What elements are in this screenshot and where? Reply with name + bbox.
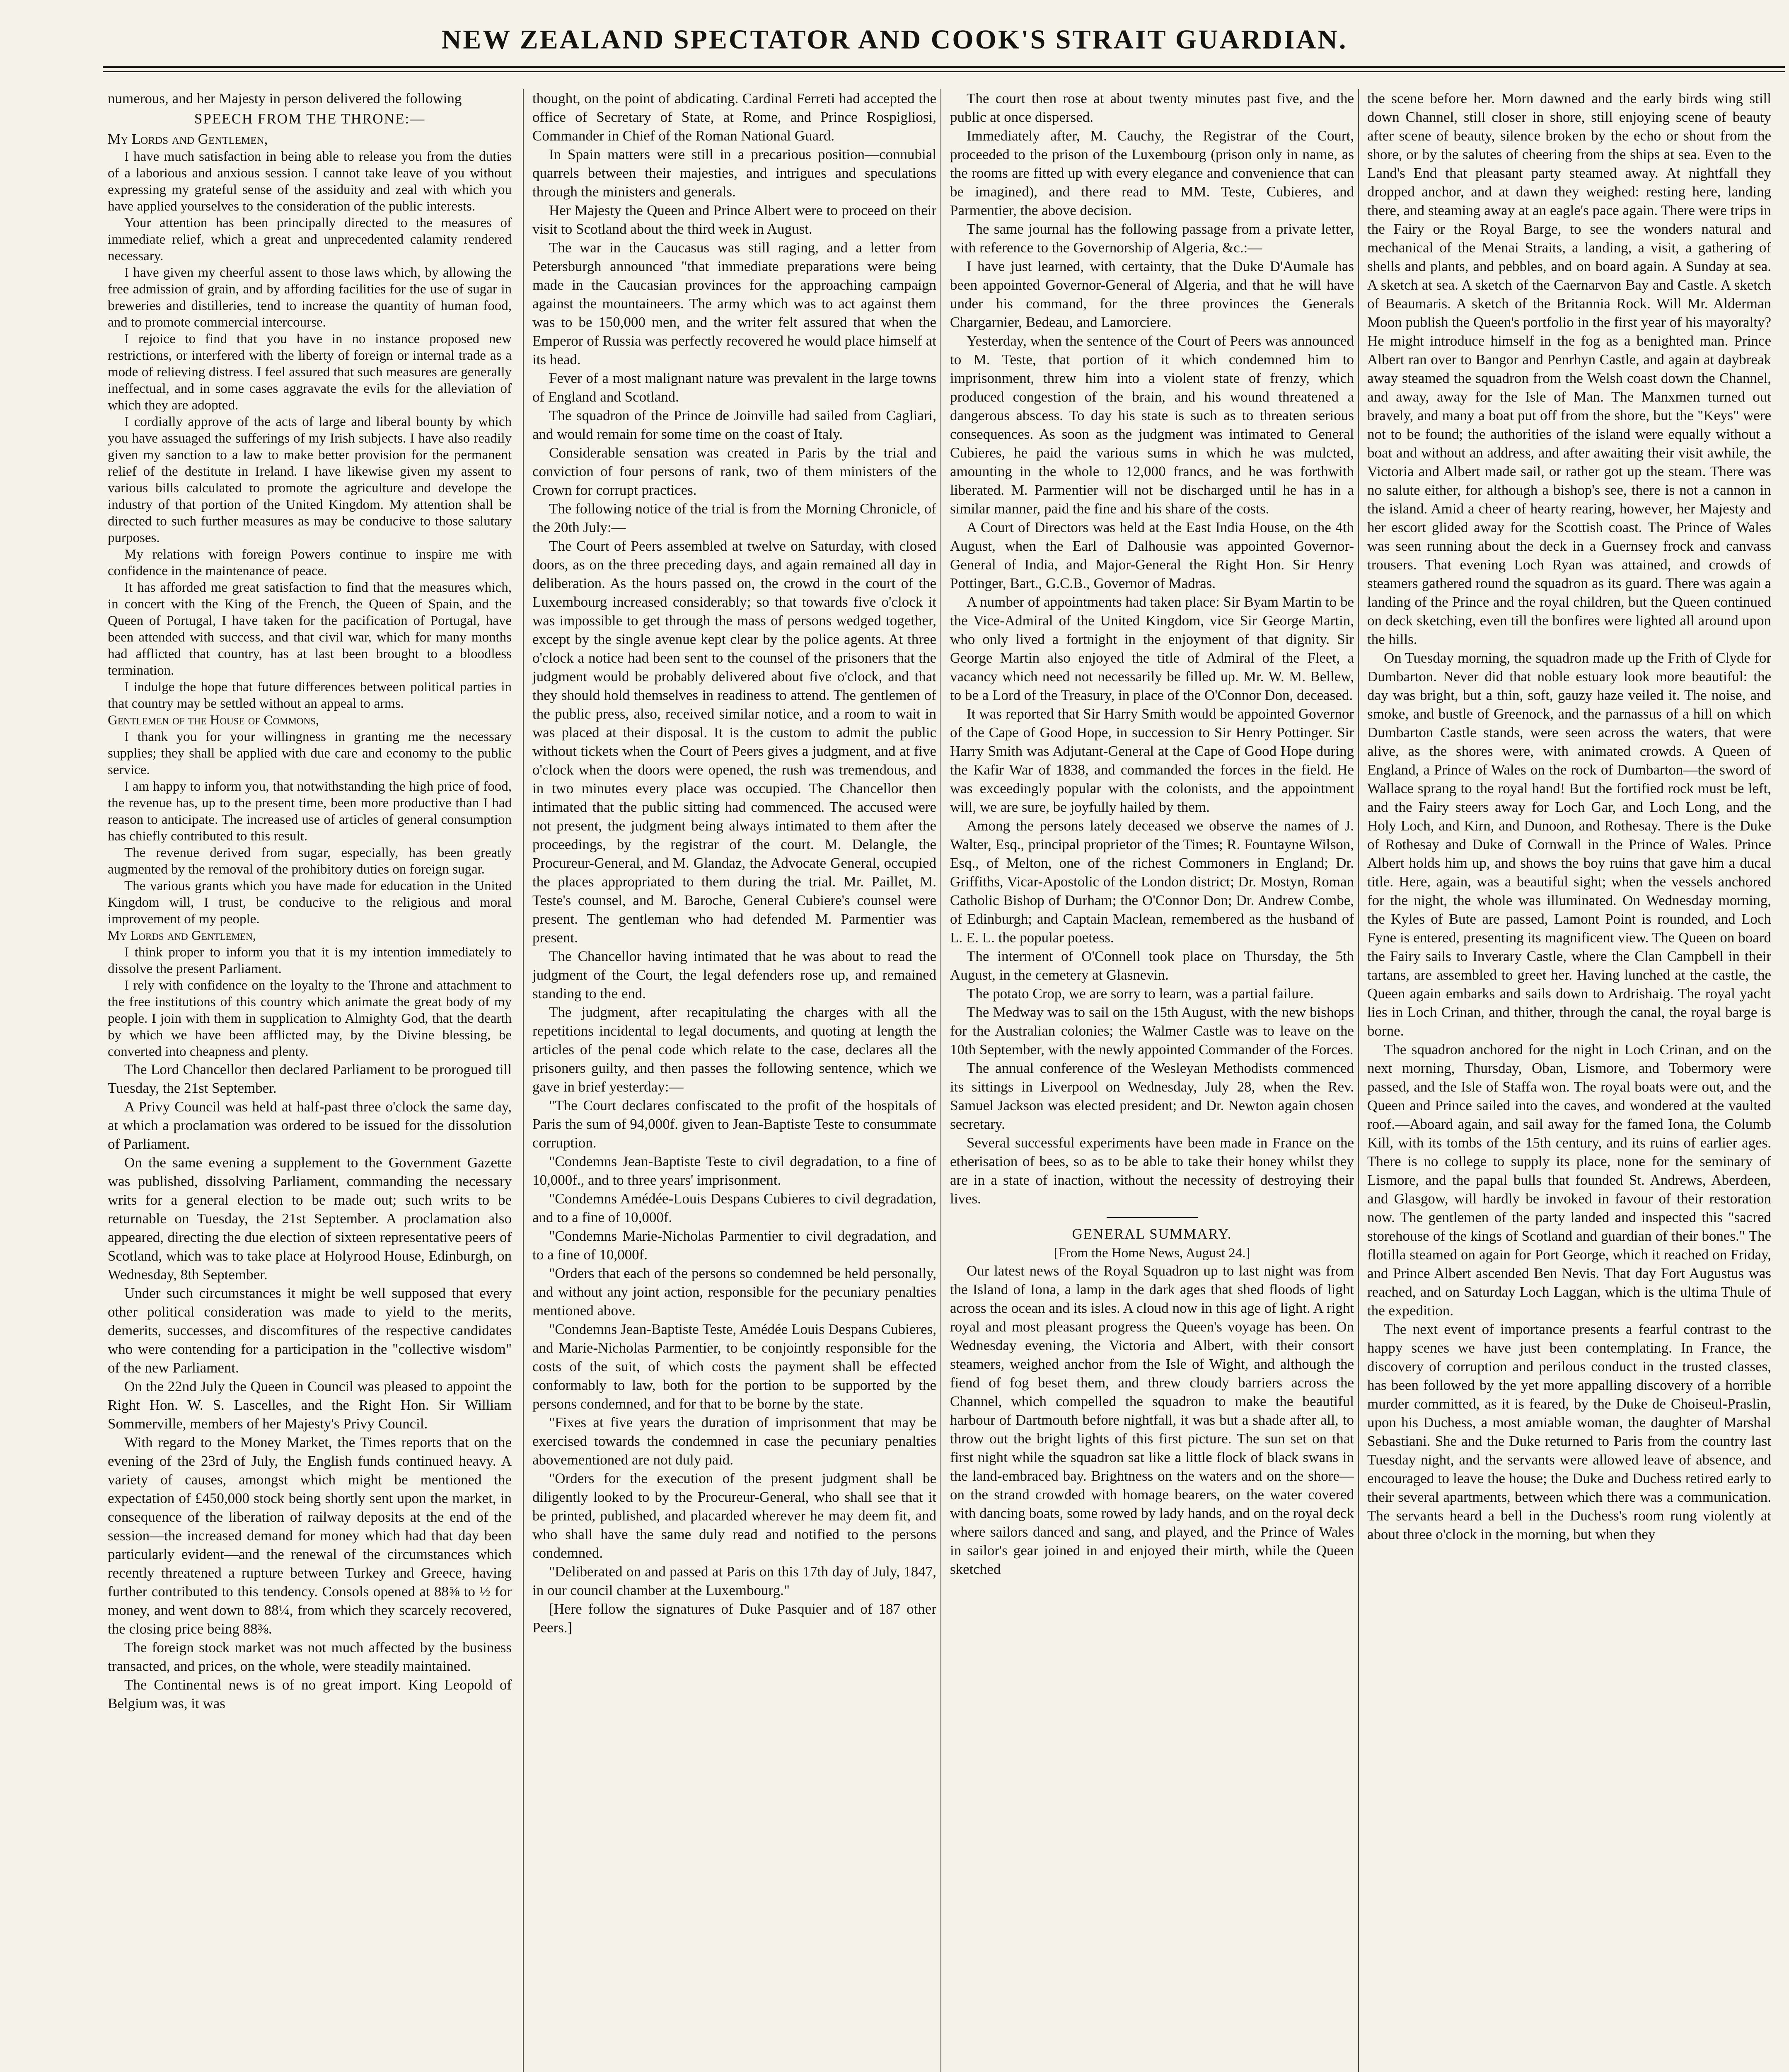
section-heading: GENERAL SUMMARY. [1072, 1226, 1232, 1242]
masthead-rule-thin [103, 71, 1785, 72]
column-divider [523, 89, 524, 2072]
paragraph: I thank you for your willingness in granting me the necessary supplies; they shall be applied with due care and economy to the public service. [108, 729, 512, 777]
column-3 [950, 89, 1354, 2072]
paragraph: I have just learned, with certainty, that the Duke D'Aumale has been appointed Governor-General of Algeria, and that he will have under his command, for the three provinces the Generals Chargarnier, Bedeau, and Lamorciere. [950, 258, 1354, 330]
paragraph: On the same evening a supplement to the Government Gazette was published, dissolving Parliament, commanding the necessary writs for a general election to be made out; such writs to be returnable on Tuesday, the 21st September. A proclamation also appeared, directing the due election of sixteen representative peers of Scotland, which was to take place at Holyrood House, Edinburgh, on Wednesday, 8th September. [108, 1155, 512, 1283]
paragraph: My relations with foreign Powers continue to inspire me with confidence in the maintenance of peace. [108, 547, 512, 579]
paragraph: The Continental news is of no great import. King Leopold of Belgium was, it was [108, 1677, 512, 1711]
paragraph: Under such circumstances it might be well supposed that every other political consideration was made to yield to the merits, demerits, successes, and discomfitures of the respective candidates who were contending for a participation in the "collective wisdom" of the new Parliament. [108, 1285, 512, 1376]
paragraph: The annual conference of the Wesleyan Methodists commenced its sittings in Liverpool on Wednesday, July 28, when the Rev. Samuel Jackson was elected president; and Dr. Newton again chosen secretary. [950, 1060, 1354, 1132]
paragraph: "Orders that each of the persons so condemned be held personally, and without any joint action, responsible for the pecuniary penalties mentioned above. [532, 1265, 936, 1319]
paragraph: Immediately after, M. Cauchy, the Registrar of the Court, proceeded to the prison of the Luxembourg (prison only in name, as the rooms are fitted up with every elegance and convenience that can be imagined), and there read to MM. Teste, Cubieres, and Parmentier, the above decision. [950, 128, 1354, 218]
paragraph: Our latest news of the Royal Squadron up to last night was from the Island of Iona, a lamp in the dark ages that shed floods of light across the ocean and its isles. A cloud now in this age of light. A right royal and most pleasant progress the Queen's voyage has been. On Wednesday evening, the Victoria and Albert, with their consort steamers, weighed anchor from the Isle of Wight, and although the fiend of fog beset them, and threw cloudy barriers across the Channel, which compelled the squadron to make the beautiful harbour of Dartmouth before nightfall, it was but a shade after all, to throw out the bright lights of this first picture. The sun set on that first night while the squadron sat like a little flock of black swans in the land-embraced bay. Brightness on the waters and on the shore—on the strand crowded with homage bearers, on the water covered with dancing boats, some rowed by lady hands, and on the royal deck where sailors danced and sang, and played, and the Prince of Wales in sailor's gear joined in and enjoyed their mirth, while the Queen sketched [950, 1263, 1354, 1577]
paragraph: On Tuesday morning, the squadron made up the Frith of Clyde for Dumbarton. Never did that noble estuary look more beautiful: the day was bright, but a thin, soft, gauzy haze veiled it. The noise, and smoke, and bustle of Greenock, and the parnassus of a hill on which Dumbarton Castle stands, were seen across the waters, that were alive, as the shores were, with animated crowds. A Queen of England, a Prince of Wales on the rock of Dumbarton—the sword of Wallace sprang to the royal hand! But the fortified rock must be left, and the Fairy steers away for Loch Gar, and Loch Long, and the Holy Loch, and Kirn, and Dunoon, and Rothesay. There is the Duke of Rothesay and Duke of Cornwall in the Prince of Wales. Prince Albert holds him up, and shows the boy ruins that gave him a ducal title. Here, again, was a beautiful sight; when the vessels anchored for the night, the whole was illuminated. On Wednesday morning, the Kyles of Bute are passed, Lamont Point is rounded, and Loch Fyne is entered, presenting its magnificent view. The Queen on board the Fairy sails to Inverary Castle, where the Clan Campbell in their tartans, are assembled to greet her. Having lunched at the castle, the Queen again embarks and sails down to Ardrishaig. The royal yacht lies in Loch Crinan, and thither, through the canal, the royal barge is borne. [1367, 650, 1771, 1039]
paragraph: The court then rose at about twenty minutes past five, and the public at once dispersed. [950, 90, 1354, 125]
paragraph: I rejoice to find that you have in no instance proposed new restrictions, or interfered with the liberty of foreign or internal trade as a mode of relieving distress. I feel assured that such measures are generally ineffectual, and in some cases aggravate the evils for the alleviation of which they are adopted. [108, 332, 512, 413]
paragraph: "The Court declares confiscated to the profit of the hospitals of Paris the sum of 94,000f. given to Jean-Baptiste Teste to consummate corruption. [532, 1097, 936, 1151]
paragraph: The Lord Chancellor then declared Parliament to be prorogued till Tuesday, the 21st September. [108, 1061, 512, 1096]
paragraph: I have given my cheerful assent to those laws which, by allowing the free admission of grain, and by affording facilities for the use of sugar in breweries and distilleries, tend to increase the quantity of human food, and to promote commercial intercourse. [108, 265, 512, 330]
column-2 [532, 89, 936, 2072]
paragraph: The Court of Peers assembled at twelve on Saturday, with closed doors, as on the three preceding days, and again remained all day in deliberation. As the hours passed on, the crowd in the court of the Luxembourg increased considerably; so that towards five o'clock it was impossible to get through the mass of persons wedged together, except by the single avenue kept clear by the police agents. At three o'clock a notice had been sent to the counsel of the prisoners that the judgment would be probably delivered about five o'clock, and that they should hold themselves in readiness to attend. The gentlemen of the public press, also, received similar notice, and a room to wait in was placed at their disposal. It is the custom to admit the public without tickets when the Court of Peers gives a judgment, and at five o'clock when the doors were opened, the rush was tremendous, and in two minutes every place was occupied. The Chancellor then intimated that the public sitting had commenced. The accused were not present, the judgment being always intimated to them after the proceedings, by the registrar of the court. M. Delangle, the Procureur-General, and M. Glandaz, the Advocate General, occupied the places appropriated to them during the trial. Mr. Paillet, M. Teste's counsel, and M. Baroche, General Cubiere's counsel were present. The gentleman who had defended M. Parmentier was present. [532, 538, 936, 946]
paragraph: On the 22nd July the Queen in Council was pleased to appoint the Right Hon. W. S. Lascelles, and the Right Hon. Sir William Sommerville, members of her Majesty's Privy Council. [108, 1378, 512, 1432]
paragraph: Yesterday, when the sentence of the Court of Peers was announced to M. Teste, that portion of it which condemned him to imprisonment, threw him into a violent state of frenzy, which produced congestion of the brain, and his wound threatened a dangerous abscess. To day his state is such as to threaten serious consequences. As soon as the judgment was intimated to General Cubieres, he paid the various sums in which he was mulcted, amounting in the whole to 12,000 francs, and he was forthwith liberated. M. Parmentier will not be discharged until he has in a similar manner, paid the fine and his share of the costs. [950, 333, 1354, 517]
paragraph: The same journal has the following passage from a private letter, with reference to the Governorship of Algeria, &c.:— [950, 221, 1354, 256]
paragraph: "Deliberated on and passed at Paris on this 17th day of July, 1847, in our council chamber at the Luxembourg." [532, 1564, 936, 1598]
paragraph: The various grants which you have made for education in the United Kingdom will, I trust, be conducive to the religious and moral improvement of my people. [108, 879, 512, 927]
paragraph: "Fixes at five years the duration of imprisonment that may be exercised towards the condemned in case the pecuniary penalties abovementioned are not duly paid. [532, 1414, 936, 1468]
paragraph: The foreign stock market was not much affected by the business transacted, and prices, on the whole, were steadily maintained. [108, 1639, 512, 1674]
paragraph: A number of appointments had taken place: Sir Byam Martin to be the Vice-Admiral of the United Kingdom, vice Sir George Martin, who only lived a fortnight in the enjoyment of that dignity. Sir George Martin also enjoyed the title of Admiral of the Fleet, a vacancy which need not necessarily be filled up. Mr. W. M. Bellew, to be a Lord of the Treasury, in place of the O'Connor Don, deceased. [950, 594, 1354, 703]
paragraph: The interment of O'Connell took place on Thursday, the 5th August, in the cemetery at Glasnevin. [950, 948, 1354, 983]
source-line: [From the Home News, August 24.] [1054, 1246, 1250, 1261]
column-1 [108, 89, 512, 2072]
paragraph: It was reported that Sir Harry Smith would be appointed Governor of the Cape of Good Hope, in succession to Sir Henry Pottinger. Sir Harry Smith was Adjutant-General at the Cape of Good Hope during the Kafir War of 1838, and commanded the forces in the field. He was exceedingly popular with the colonists, and the appointment will, we are sure, be joyfully hailed by them. [950, 706, 1354, 815]
address: Gentlemen of the House of Commons, [108, 713, 319, 728]
address: My Lords and Gentlemen, [108, 928, 256, 943]
paragraph: "Condemns Jean-Baptiste Teste to civil degradation, to a fine of 10,000f., and to three years' imprisonment. [532, 1153, 936, 1188]
paragraph: The judgment, after recapitulating the charges with all the repetitions incidental to legal documents, and quoting at length the articles of the penal code which relate to the case, declares all the prisoners guilty, and then passes the following sentence, which we gave in brief yesterday:— [532, 1004, 936, 1095]
masthead-rule [103, 66, 1785, 68]
paragraph: "Condemns Marie-Nicholas Parmentier to civil degradation, and to a fine of 10,000f. [532, 1228, 936, 1263]
paragraph: In Spain matters were still in a precarious position—connubial quarrels between their majesties, and intrigues and speculations through the ministers and generals. [532, 146, 936, 200]
paragraph: thought, on the point of abdicating. Cardinal Ferreti had accepted the office of Secretary of State, at Rome, and Prince Rospigliosi, Commander in Chief of the Roman National Guard. [532, 90, 936, 144]
paragraph: I am happy to inform you, that notwithstanding the high price of food, the revenue has, up to the present time, been more productive than I had reason to anticipate. The increased use of articles of general consumption has chiefly contributed to this result. [108, 779, 512, 844]
paragraph: The war in the Caucasus was still raging, and a letter from Petersburgh announced "that immediate preparations were being made in the Caucasian provinces for the approaching campaign against the mountaineers. The army which was to act against them was to be 150,000 men, and the writer felt assured that when the Emperor of Russia was perfectly recovered he would place himself at its head. [532, 240, 936, 368]
paragraph: I cordially approve of the acts of large and liberal bounty by which you have assuaged the sufferings of my Irish subjects. I have also readily given my sanction to a law to make better provision for the permanent relief of the destitute in Ireland. I have likewise given my assent to various bills calculated to promote the agriculture and develope the industry of that portion of the United Kingdom. My attention shall be directed to such further measures as may be conducive to those salutary purposes. [108, 414, 512, 545]
section-rule [1107, 1217, 1198, 1218]
masthead-title: NEW ZEALAND SPECTATOR AND COOK'S STRAIT GUARDIAN. [441, 24, 1348, 55]
address: My Lords and Gentlemen, [108, 131, 268, 147]
paragraph: The revenue derived from sugar, especially, has been greatly augmented by the removal of the prohibitory duties on foreign sugar. [108, 845, 512, 877]
paragraph: I indulge the hope that future differences between political parties in that country may be settled without an appeal to arms. [108, 680, 512, 711]
paragraph: A Court of Directors was held at the East India House, on the 4th August, when the Earl of Dalhousie was appointed Governor-General of India, and Major-General the Right Hon. Sir Henry Pottinger, Bart., G.C.B., Governor of Madras. [950, 519, 1354, 591]
paragraph: The Chancellor having intimated that he was about to read the judgment of the Court, the legal defenders rose up, and remained standing to the end. [532, 948, 936, 1002]
paragraph: the scene before her. Morn dawned and the early birds wing still down Channel, still closer in shore, still enjoying scene of beauty after scene of beauty, silence broken by the echo or shout from the shore, or by the salutes of cheering from the ships at sea. Even to the Land's End that pleasant party steamed away. At nightfall they dropped anchor, and at dawn they weighed: resting here, landing there, and steaming away at an eagle's pace again. There were trips in the Fairy or the Royal Barge, to see the wonders natural and mechanical of the Menai Straits, a landing, a visit, a gathering of shells and plants, and pebbles, and on board again. A Sunday at sea. A sketch at sea. A sketch of the Caernarvon Bay and Castle. A sketch of Beaumaris. A sketch of the Britannia Rock. Will Mr. Alderman Moon publish the Queen's portfolio in the first year of his mayoralty? He might introduce himself in the fog as a benighted man. Prince Albert ran over to Bangor and Penrhyn Castle, and again at daybreak away steamed the squadron from the Welsh coast down the Channel, and away, away for the Isle of Man. The Manxmen turned out bravely, and many a boat put off from the shore, but the "Keys" were not to be found; the authorities of the island were equally without a boat and without an address, and after awaiting their visit awhile, the Victoria and Albert made sail, or rather got up the steam. There was no salute either, for although a bishop's see, there is not a cannon in the island. Amid a cheer of hearty rearing, however, her Majesty and her escort glided away for the Scottish coast. The Prince of Wales was seen running about the deck in a Guernsey frock and canvass trousers. That evening Loch Ryan was attained, and crowds of steamers gathered round the squadron as its guard. There was again a landing of the Prince and the royal children, but the Queen continued on deck sketching, even till the bonfires were lighted all around upon the hills. [1367, 90, 1771, 647]
paragraph: "Condemns Amédée-Louis Despans Cubieres to civil degradation, and to a fine of 10,000f. [532, 1191, 936, 1225]
paragraph: The Medway was to sail on the 15th August, with the new bishops for the Australian colonies; the Walmer Castle was to leave on the 10th September, with the newly appointed Commander of the Forces. [950, 1004, 1354, 1058]
paragraph: Considerable sensation was created in Paris by the trial and conviction of four persons of rank, two of them ministers of the Crown for corrupt practices. [532, 445, 936, 498]
paragraph: The potato Crop, we are sorry to learn, was a partial failure. [967, 985, 1314, 1002]
speech-heading: SPEECH FROM THE THRONE:— [194, 111, 425, 127]
paragraph: Her Majesty the Queen and Prince Albert were to proceed on their visit to Scotland about the third week in August. [532, 202, 936, 237]
paragraph: I think proper to inform you that it is my intention immediately to dissolve the present Parliament. [108, 945, 512, 976]
paragraph: Your attention has been principally directed to the measures of immediate relief, which a great and unprecedented calamity rendered necessary. [108, 215, 512, 264]
paragraph: A Privy Council was held at half-past three o'clock the same day, at which a proclamation was ordered to be issued for the dissolution of Parliament. [108, 1099, 512, 1152]
paragraph: The next event of importance presents a fearful contrast to the happy scenes we have just been contemplating. In France, the discovery of corruption and perilous conduct in the trusted classes, has been followed by the yet more appalling discovery of a horrible murder committed, as it is feared, by the Duke de Choiseul-Praslin, upon his Duchess, a most amiable woman, the daughter of Marshal Sebastiani. She and the Duke returned to Paris from the country last Tuesday night, and the servants were allowed leave of absence, and encouraged to leave the house; the Duke and Duchess retired early to their several apartments, between which there was a communication. The servants heard a bell in the Duchess's room rung violently at about three o'clock in the morning, but when they [1367, 1321, 1771, 1542]
column-4 [1367, 89, 1771, 2072]
column-divider [1358, 89, 1359, 2072]
paragraph: Several successful experiments have been made in France on the etherisation of bees, so as to be able to take their honey whilst they are in a state of inaction, without the necessity of destroying their lives. [950, 1135, 1354, 1207]
column-divider [940, 89, 941, 2072]
paragraph: The following notice of the trial is from the Morning Chronicle, of the 20th July:— [532, 501, 936, 535]
paragraph: It has afforded me great satisfaction to find that the measures which, in concert with the King of the French, the Queen of Spain, and the Queen of Portugal, I have taken for the pacification of Portugal, have been attended with success, and that civil war, which for many months had afflicted that country, has at last been brought to a bloodless termination. [108, 580, 512, 678]
paragraph: Fever of a most malignant nature was prevalent in the large towns of England and Scotland. [532, 370, 936, 405]
paragraph: numerous, and her Majesty in person delivered the following [108, 90, 462, 107]
paragraph: "Orders for the execution of the present judgment shall be diligently looked to by the Procureur-General, who shall see that it be printed, published, and placarded wherever he may deem fit, and who shall have the same duly read and notified to the persons condemned. [532, 1470, 936, 1561]
paragraph: The squadron of the Prince de Joinville had sailed from Cagliari, and would remain for some time on the coast of Italy. [532, 407, 936, 442]
paragraph: "Condemns Jean-Baptiste Teste, Amédée Louis Despans Cubieres, and Marie-Nicholas Parmentier, to be conjointly responsible for the costs of the suit, of which costs the payment shall be effected conformably to law, both for the portion to be supported by the persons condemned, and for that to be borne by the state. [532, 1321, 936, 1412]
paragraph: I have much satisfaction in being able to release you from the duties of a laborious and anxious session. I cannot take leave of you without expressing my grateful sense of the assiduity and zeal with which you have applied yourselves to the consideration of the public interests. [108, 149, 512, 214]
paragraph: I rely with confidence on the loyalty to the Throne and attachment to the free institutions of this country which animate the great body of my people. I join with them in supplication to Almighty God, that the dearth by which we have been afflicted may, by the Divine blessing, be converted into cheapness and plenty. [108, 978, 512, 1059]
paragraph: The squadron anchored for the night in Loch Crinan, and on the next morning, Thursday, Oban, Lismore, and Tobermory were passed, and the Isle of Staffa won. The royal boats were out, and the Queen and Prince sailed into the caves, and wondered at the vaulted roof.—Aboard again, and sail away for the famed Iona, the Columb Kill, with its tombs of the 15th century, and its ruins of earlier ages. There is no college to supply its place, none for the seminary of Lismore, and the papal bulls that founded St. Andrews, Aberdeen, and Glasgow, will hardly be invoked in favour of their restoration now. The gentlemen of the party landed and inspected this "sacred storehouse of the kings of Scotland and guardian of their bones." The flotilla steamed on again for Port George, which it reached on Friday, and Prince Albert ascended Ben Nevis. That day Fort Augustus was reached, and on Saturday Loch Laggan, which is the ultima Thule of the expedition. [1367, 1041, 1771, 1319]
paragraph: With regard to the Money Market, the Times reports that on the evening of the 23rd of July, the English funds continued heavy. A variety of causes, amongst which might be mentioned the expectation of £450,000 stock being shortly sent upon the market, in consequence of the liberation of railway deposits at the end of the session—the increased demand for money which had that day been particularly evident—and the renewal of the circumstances which recently threatened a rupture between Turkey and Greece, having further contributed to this tendency. Consols opened at 88⅝ to ½ for money, and went down to 88¼, from which they scarcely recovered, the closing price being 88⅜. [108, 1434, 512, 1637]
paragraph: Among the persons lately deceased we observe the names of J. Walter, Esq., principal proprietor of the Times; R. Fountayne Wilson, Esq., of Melton, one of the richest Commoners in England; Dr. Griffiths, Vicar-Apostolic of the London district; Dr. Mostyn, Roman Catholic Bishop of Durham; the O'Connor Don; Dr. Andrew Combe, of Edinburgh; and Captain Maclean, remembered as the husband of L. E. L. the popular poetess. [950, 818, 1354, 946]
paragraph: [Here follow the signatures of Duke Pasquier and of 187 other Peers.] [532, 1601, 936, 1636]
